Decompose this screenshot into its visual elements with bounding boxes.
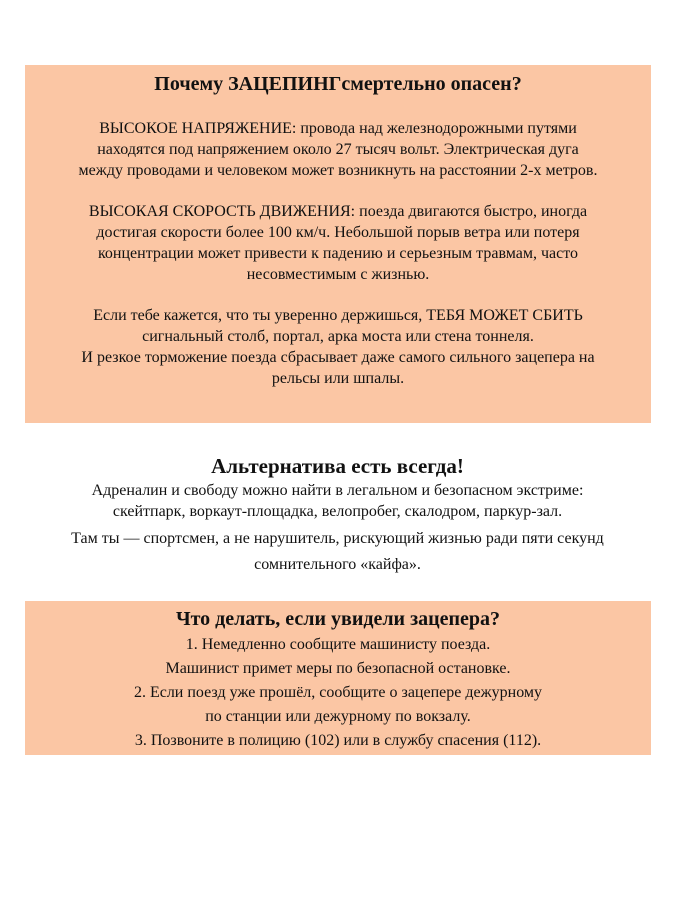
danger-title: Почему ЗАЦЕПИНГсмертельно опасен? bbox=[154, 73, 522, 95]
alternative-line: скейтпарк, воркаут-площадка, велопробег, скалодром, паркур-зал. bbox=[112, 503, 563, 520]
action-step-line: 1. Немедленно сообщите машинисту поезда. bbox=[185, 636, 491, 653]
high-speed-line: достигая скорости более 100 км/ч. Небольшой порыв ветра или потеря bbox=[96, 224, 580, 241]
high-speed-line: несовместимым с жизнью. bbox=[246, 266, 430, 283]
action-info-box bbox=[25, 601, 651, 755]
alternative-title: Альтернатива есть всегда! bbox=[211, 454, 464, 478]
action-step-line: по станции или дежурному по вокзалу. bbox=[205, 708, 471, 725]
obstacles-line: Если тебе кажется, что ты уверенно держишься, ТЕБЯ МОЖЕТ СБИТЬ bbox=[93, 307, 583, 324]
action-step-line: 3. Позвоните в полицию (102) или в службу спасения (112). bbox=[134, 732, 542, 749]
obstacles-line: рельсы или шпалы. bbox=[271, 370, 405, 387]
action-steps bbox=[25, 633, 651, 753]
obstacles-paragraph bbox=[25, 305, 651, 389]
action-step-line: Машинист примет меры по безопасной остановке. bbox=[165, 660, 511, 677]
action-step-line: 2. Если поезд уже прошёл, сообщите о зацепере дежурному bbox=[133, 684, 543, 701]
high-voltage-line: между проводами и человеком может возникнуть на расстоянии 2-х метров. bbox=[78, 162, 598, 179]
alternative-line: сомнительного «кайфа». bbox=[254, 556, 421, 573]
alternative-line: Адреналин и свободу можно найти в легальном и безопасном экстриме: bbox=[91, 482, 584, 499]
high-speed-line: концентрации может привести к падению и серьезным травмам, часто bbox=[97, 245, 579, 262]
high-voltage-paragraph bbox=[25, 118, 651, 181]
action-title: Что делать, если увидели зацепера? bbox=[175, 608, 501, 630]
high-speed-paragraph bbox=[25, 201, 651, 285]
high-voltage-line: находятся под напряжением около 27 тысяч вольт. Электрическая дуга bbox=[97, 141, 579, 158]
danger-info-box bbox=[25, 65, 651, 423]
obstacles-line: сигнальный столб, портал, арка моста или стена тоннеля. bbox=[142, 328, 534, 345]
high-speed-line: ВЫСОКАЯ СКОРОСТЬ ДВИЖЕНИЯ: поезда двигаются быстро, иногда bbox=[88, 203, 588, 220]
obstacles-line: И резкое торможение поезда сбрасывает даже самого сильного зацепера на bbox=[81, 349, 595, 366]
alternative-section bbox=[0, 452, 675, 578]
alternative-line: Там ты — спортсмен, а не нарушитель, рискующий жизнью ради пяти секунд bbox=[71, 530, 604, 547]
high-voltage-line: ВЫСОКОЕ НАПРЯЖЕНИЕ: провода над железнодорожными путями bbox=[99, 120, 577, 137]
